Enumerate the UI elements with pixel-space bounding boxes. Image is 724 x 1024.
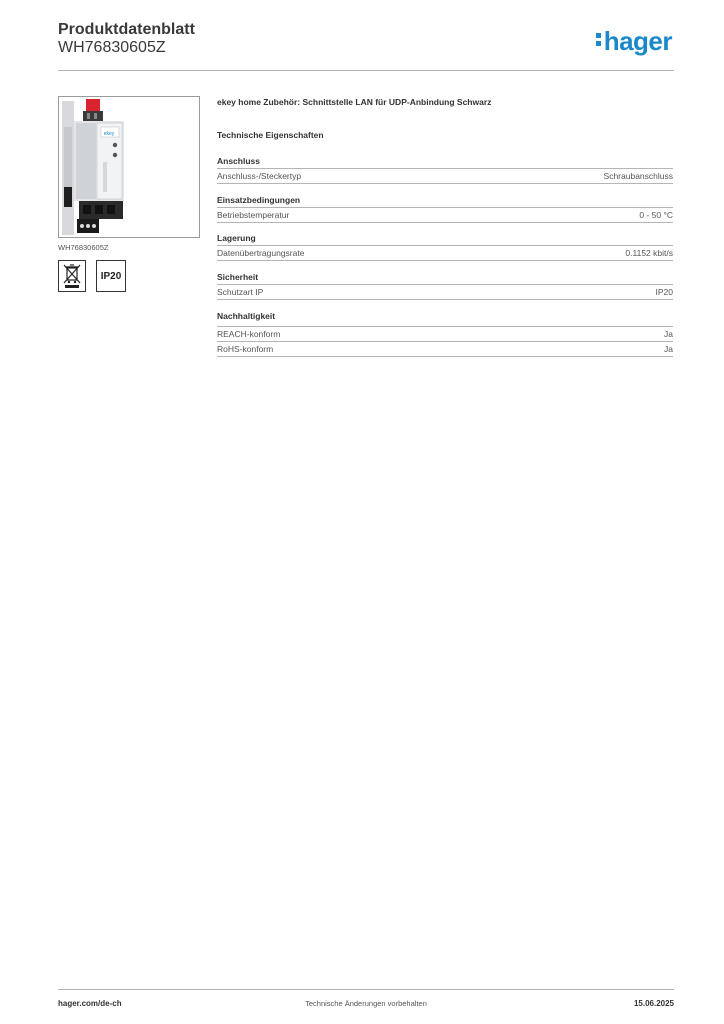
group-heading-sicherheit: Sicherheit xyxy=(217,272,259,282)
property-value: Schraubanschluss xyxy=(603,171,673,181)
table-row xyxy=(217,245,673,261)
group-heading-nachhaltigkeit: Nachhaltigkeit xyxy=(217,311,276,321)
logo-colon-icon xyxy=(596,26,602,48)
footer-notice: Technische Änderungen vorbehalten xyxy=(305,999,427,1008)
table-row xyxy=(217,326,673,341)
property-label: RoHS-konform xyxy=(217,344,274,354)
din-rail-module-icon xyxy=(59,97,199,237)
section-title: Technische Eigenschaften xyxy=(217,130,324,140)
page-title: Produktdatenblatt xyxy=(58,21,195,38)
property-label: Anschluss-/Steckertyp xyxy=(217,171,302,181)
footer-date: 15.06.2025 xyxy=(633,999,674,1008)
table-row xyxy=(217,341,673,357)
ip-rating-label: IP20 xyxy=(100,271,122,282)
logo-text: hager xyxy=(603,26,672,56)
page-header xyxy=(58,20,674,71)
property-label: Schutzart IP xyxy=(217,287,264,297)
property-value: 0 - 50 °C xyxy=(639,210,673,220)
property-label: Betriebstemperatur xyxy=(217,210,290,220)
footer-website-link[interactable]: hager.com/de-ch xyxy=(58,999,122,1008)
property-label: Datenübertragungsrate xyxy=(217,248,305,258)
group-heading-lagerung: Lagerung xyxy=(217,233,256,243)
product-description: ekey home Zubehör: Schnittstelle LAN für UDP-Anbindung Schwarz xyxy=(217,97,492,107)
product-code: WH76830605Z xyxy=(58,39,166,56)
property-value: Ja xyxy=(664,329,673,339)
page-footer xyxy=(58,989,674,1015)
group-heading-anschluss: Anschluss xyxy=(217,156,260,166)
table-row xyxy=(217,207,673,223)
property-label: REACH-konform xyxy=(217,329,281,339)
image-caption: WH76830605Z xyxy=(58,243,109,252)
group-heading-einsatzbedingungen: Einsatzbedingungen xyxy=(217,195,301,205)
property-value: 0.1152 kbit/s xyxy=(625,248,673,258)
table-row xyxy=(217,284,673,300)
table-row xyxy=(217,168,673,184)
product-image xyxy=(58,96,200,238)
svg-text:ekey: ekey xyxy=(103,131,115,137)
weee-crossed-bin-icon xyxy=(58,260,86,292)
property-value: Ja xyxy=(664,344,673,354)
ip-rating-icon xyxy=(96,260,126,292)
property-value: IP20 xyxy=(655,287,673,297)
hager-logo[interactable] xyxy=(596,26,672,57)
